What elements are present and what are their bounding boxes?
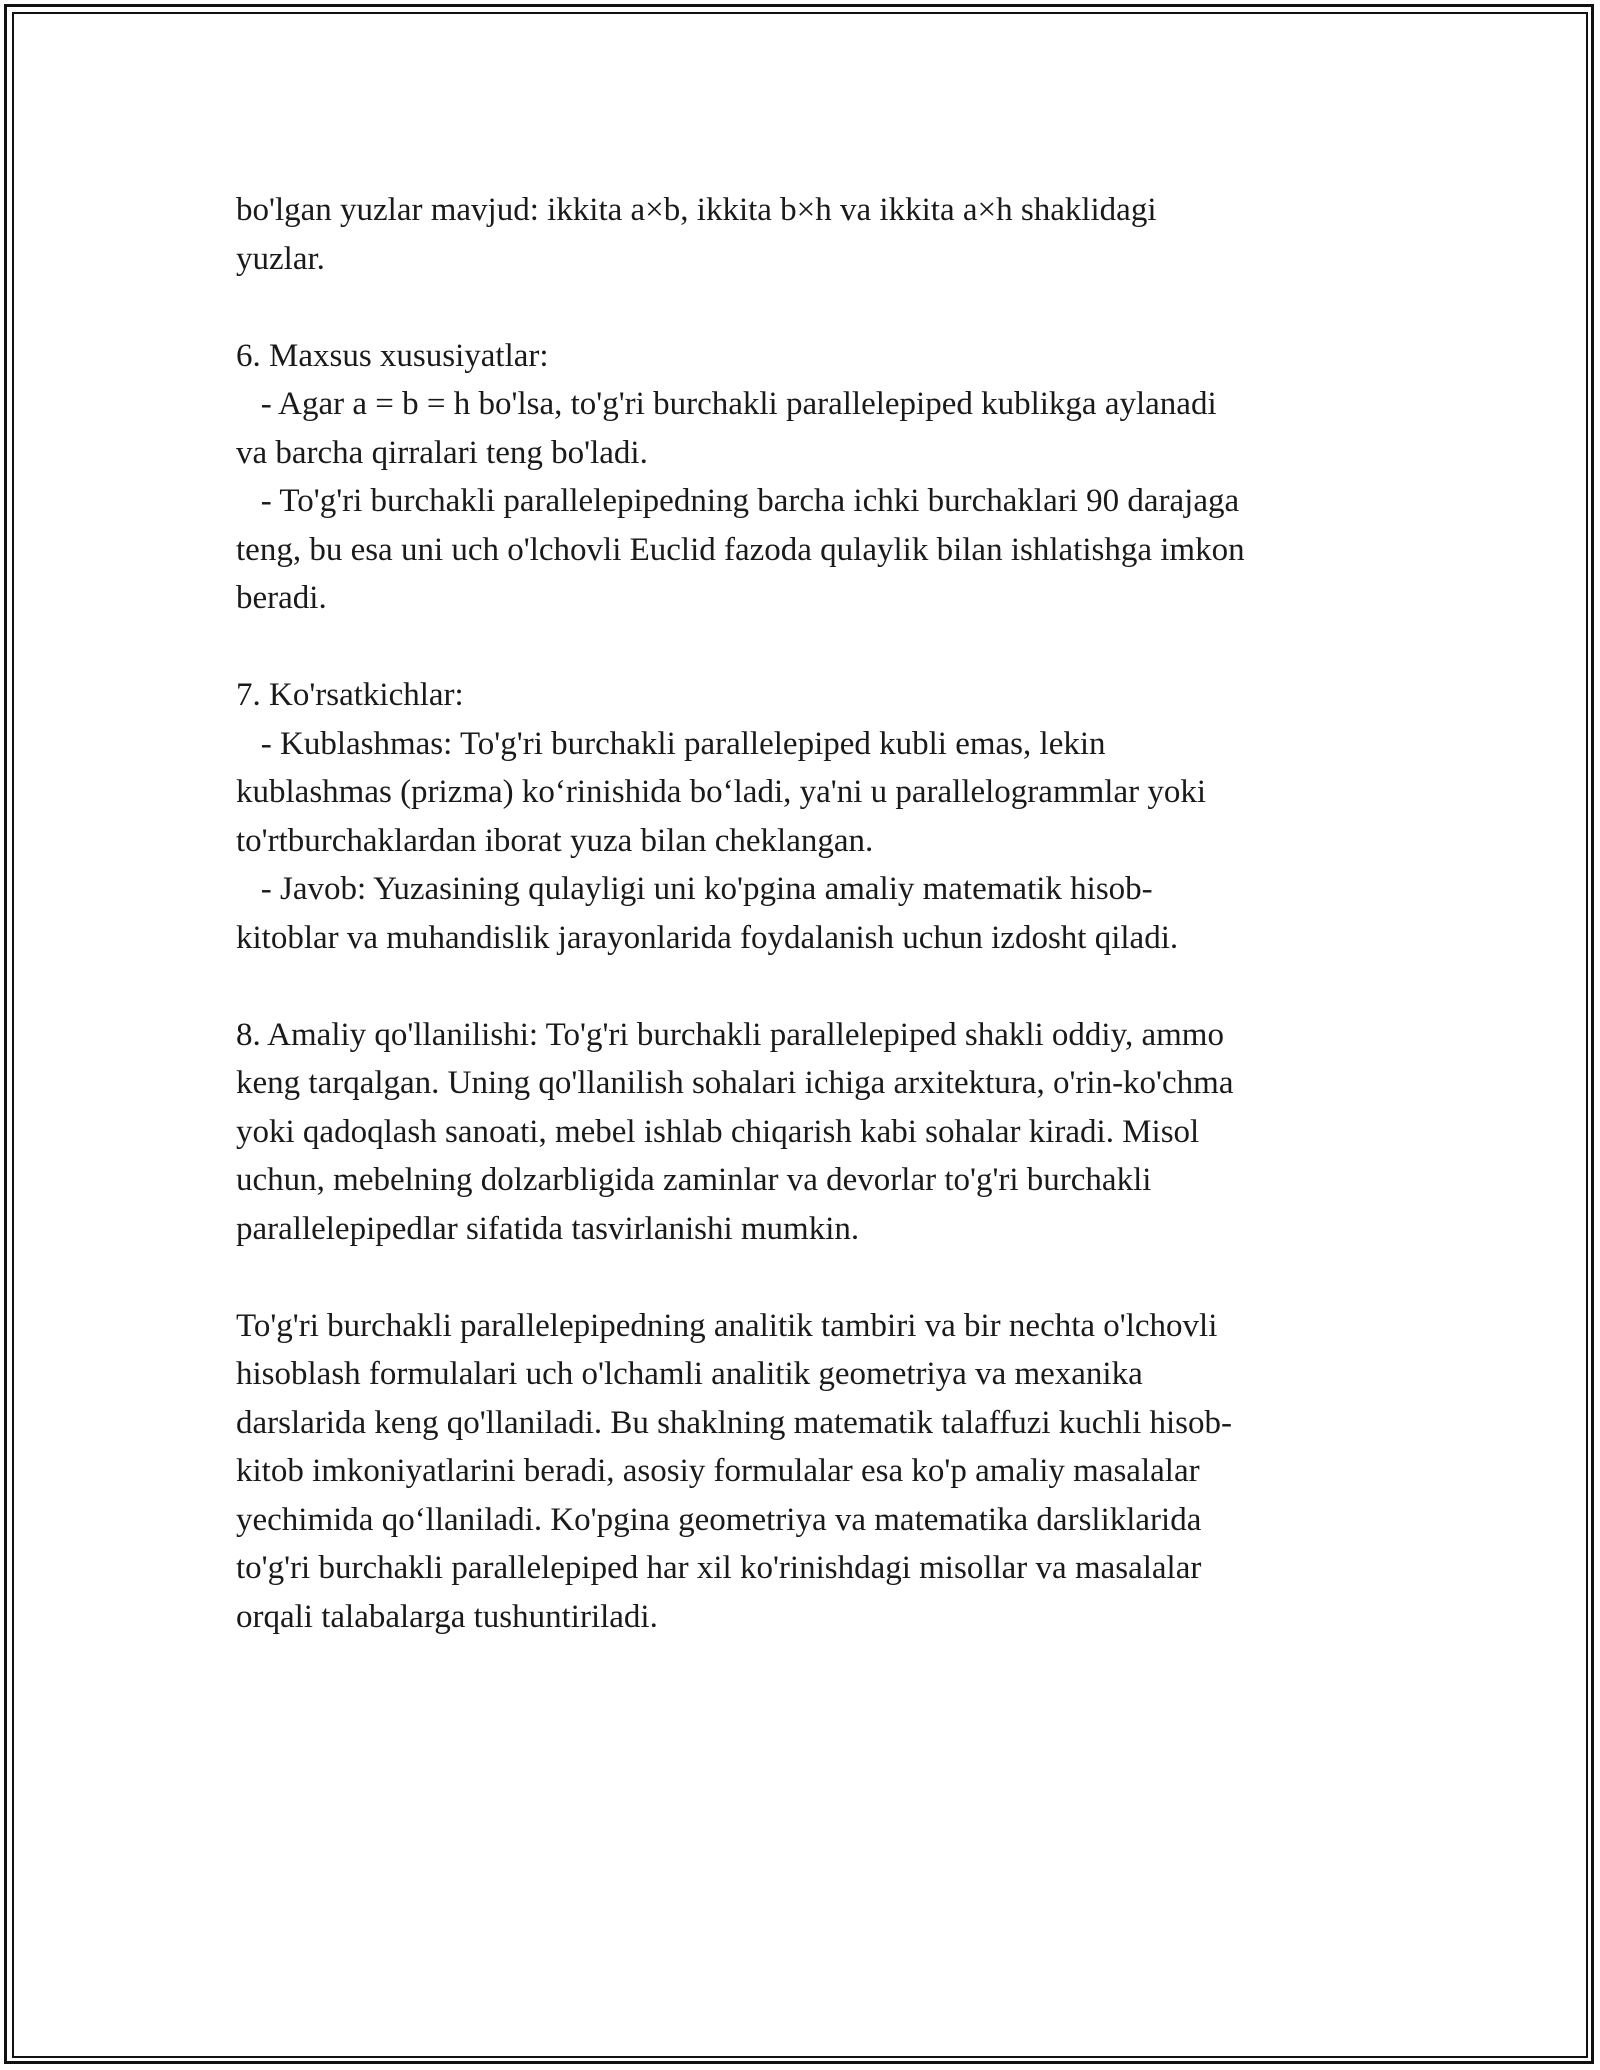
text-line: to'g'ri burchakli parallelepiped har xil ko'rinishdagi misollar va masalalar [236, 1550, 1202, 1586]
paragraph-continuation [236, 186, 1366, 283]
section-7-indicators [236, 671, 1366, 962]
text-line: darslarida keng qo'llaniladi. Bu shaklning matematik talaffuzi kuchli hisob- [236, 1404, 1233, 1441]
text-line: yoki qadoqlash sanoati, mebel ishlab chiqarish kabi sohalar kiradi. Misol [236, 1113, 1200, 1150]
text-line: to'rtburchaklardan iborat yuza bilan cheklangan. [236, 822, 874, 859]
text-line: parallelepipedlar sifatida tasvirlanishi mumkin. [236, 1210, 860, 1247]
text-line: kitob imkoniyatlarini beradi, asosiy formulalar esa ko'p amaliy masalalar [236, 1453, 1200, 1489]
text-line: orqali talabalarga tushuntiriladi. [236, 1598, 658, 1635]
paragraph-conclusion [236, 1302, 1366, 1642]
text-line: yechimida qo‘llaniladi. Ko'pgina geometriya va matematika darsliklarida [236, 1501, 1202, 1538]
text-line: bo'lgan yuzlar mavjud: ikkita a×b, ikkita b×h va ikkita a×h shaklidagi [236, 192, 1157, 228]
text-line: yuzlar. [236, 240, 325, 277]
paragraph-gap [236, 623, 1366, 672]
text-line: keng tarqalgan. Uning qo'llanilish sohalari ichiga arxitektura, o'rin-ko'chma [236, 1065, 1234, 1101]
text-line: - Kublashmas: To'g'ri burchakli parallelepiped kubli emas, lekin [236, 725, 1106, 762]
text-line: kublashmas (prizma) ko‘rinishida bo‘ladi, ya'ni u parallelogrammlar yoki [236, 774, 1207, 810]
text-line: teng, bu esa uni uch o'lchovli Euclid fazoda qulaylik bilan ishlatishga imkon [236, 531, 1245, 568]
text-line: - To'g'ri burchakli parallelepipedning barcha ichki burchaklari 90 darajaga [236, 483, 1240, 519]
text-line: To'g'ri burchakli parallelepipedning analitik tambiri va bir nechta o'lchovli [236, 1307, 1218, 1344]
section-6-special-properties [236, 332, 1366, 623]
text-line: hisoblash formulalari uch o'lchamli analitik geometriya va mexanika [236, 1356, 1143, 1392]
section-heading: 7. Ko'rsatkichlar: [236, 677, 464, 713]
document-body [236, 186, 1366, 1641]
paragraph-gap [236, 962, 1366, 1011]
paragraph-gap [236, 1253, 1366, 1302]
text-line: - Agar a = b = h bo'lsa, to'g'ri burchakli parallelepiped kublikga aylanadi [236, 386, 1217, 422]
section-heading: 6. Maxsus xususiyatlar: [236, 337, 549, 374]
text-line: - Javob: Yuzasining qulayligi uni ko'pgina amaliy matematik hisob- [236, 871, 1153, 907]
paragraph-gap [236, 283, 1366, 332]
text-line: kitoblar va muhandislik jarayonlarida foydalanish uchun izdosht qiladi. [236, 919, 1179, 956]
text-line: beradi. [236, 580, 327, 616]
section-8-practical-use [236, 1011, 1366, 1254]
text-line: uchun, mebelning dolzarbligida zaminlar va devorlar to'g'ri burchakli [236, 1162, 1152, 1198]
text-line: va barcha qirralari teng bo'ladi. [236, 434, 648, 471]
section-heading: 8. Amaliy qo'llanilishi: To'g'ri burchakli parallelepiped shakli oddiy, ammo [236, 1016, 1224, 1053]
